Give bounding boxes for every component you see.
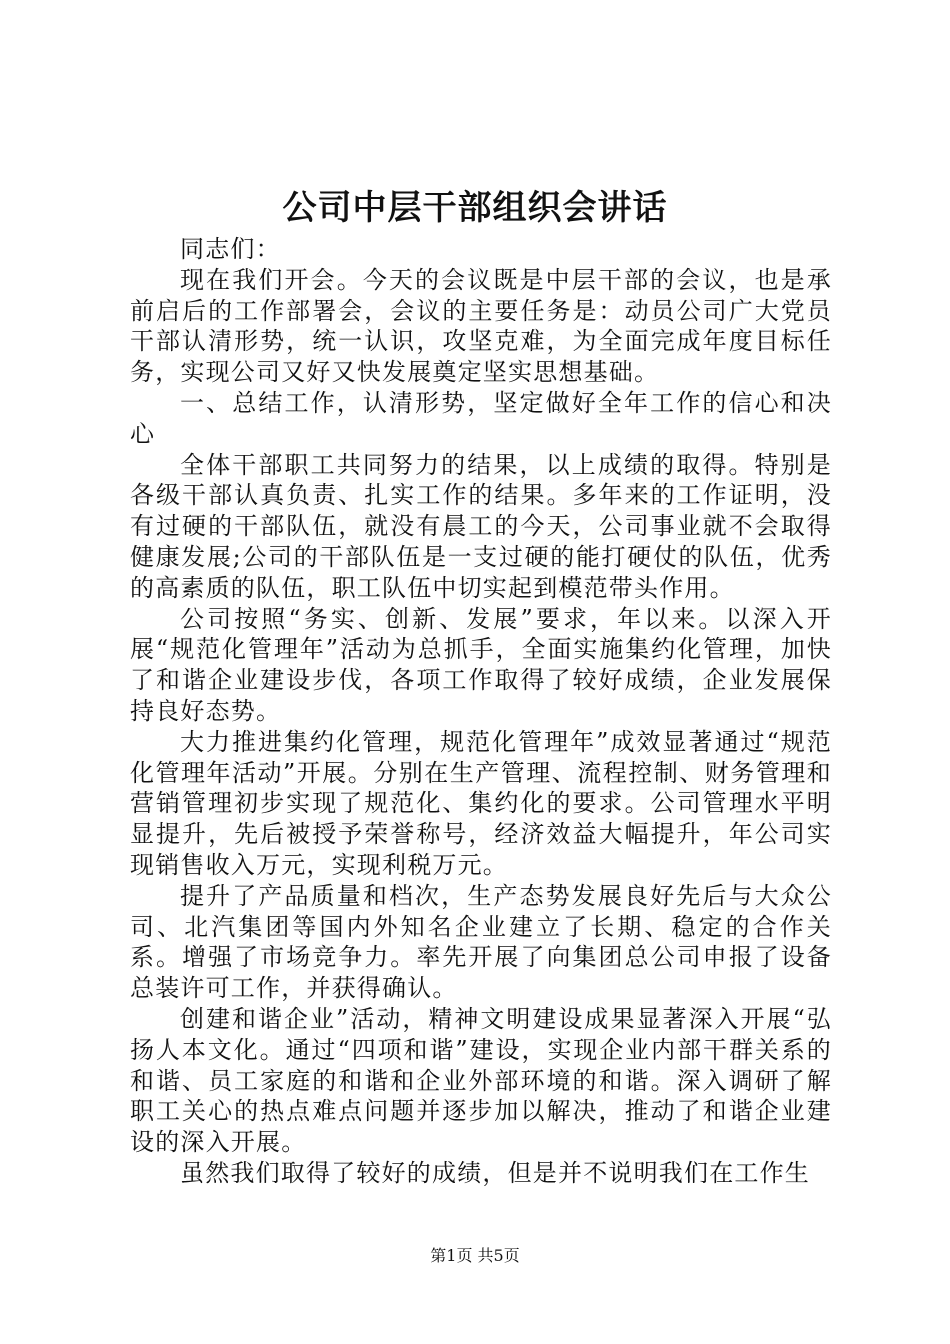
- document-title: 公司中层干部组织会讲话: [282, 188, 668, 228]
- body-paragraph: 公司按照“务实、创新、发展”要求，年以来。以深入开展“规范化管理年”活动为总抓手，全面实施集约化管理，加快了和谐企业建设步伐，各项工作取得了较好成绩，企业发展保持良好态势。: [130, 604, 832, 725]
- body-paragraph: 虽然我们取得了较好的成绩，但是并不说明我们在工作生: [180, 1158, 810, 1187]
- body-paragraph: 全体干部职工共同努力的结果，以上成绩的取得。特别是各级干部认真负责、扎实工作的结果。多年来的工作证明，没有过硬的干部队伍，就没有晨工的今天，公司事业就不会取得健康发展;公司的干部队伍是一支过硬的能打硬仗的队伍，优秀的高素质的队伍，职工队伍中切实起到模范带头作用。: [130, 450, 832, 602]
- body-paragraph: 提升了产品质量和档次，生产态势发展良好先后与大众公司、北汽集团等国内外知名企业建立了长期、稳定的合作关系。增强了市场竞争力。率先开展了向集团总公司申报了设备总装许可工作，并获得确认。: [130, 881, 832, 1003]
- greeting-paragraph: 同志们：: [180, 235, 281, 263]
- section-heading: 一、总结工作，认清形势，坚定做好全年工作的信心和决心: [130, 388, 832, 448]
- body-paragraph: 创建和谐企业”活动，精神文明建设成果显著深入开展“弘扬人本文化。通过“四项和谐”建设，实现企业内部干群关系的和谐、员工家庭的和谐和企业外部环境的和谐。深入调研了解职工关心的热点难点问题并逐步加以解决，推动了和谐企业建设的深入开展。: [130, 1004, 832, 1157]
- document-body: [130, 234, 832, 1189]
- body-paragraph: 大力推进集约化管理，规范化管理年”成效显著通过“规范化管理年活动”开展。分别在生产管理、流程控制、财务管理和营销管理初步实现了规范化、集约化的要求。公司管理水平明显提升，先后被授予荣誉称号，经济效益大幅提升，年公司实现销售收入万元，实现利税万元。: [130, 727, 832, 879]
- page-footer: 第1页 共5页: [430, 1246, 520, 1265]
- body-paragraph: 现在我们开会。今天的会议既是中层干部的会议，也是承前启后的工作部署会，会议的主要任务是：动员公司广大党员干部认清形势，统一认识，攻坚克难，为全面完成年度目标任务，实现公司又好又快发展奠定坚实思想基础。: [130, 265, 832, 387]
